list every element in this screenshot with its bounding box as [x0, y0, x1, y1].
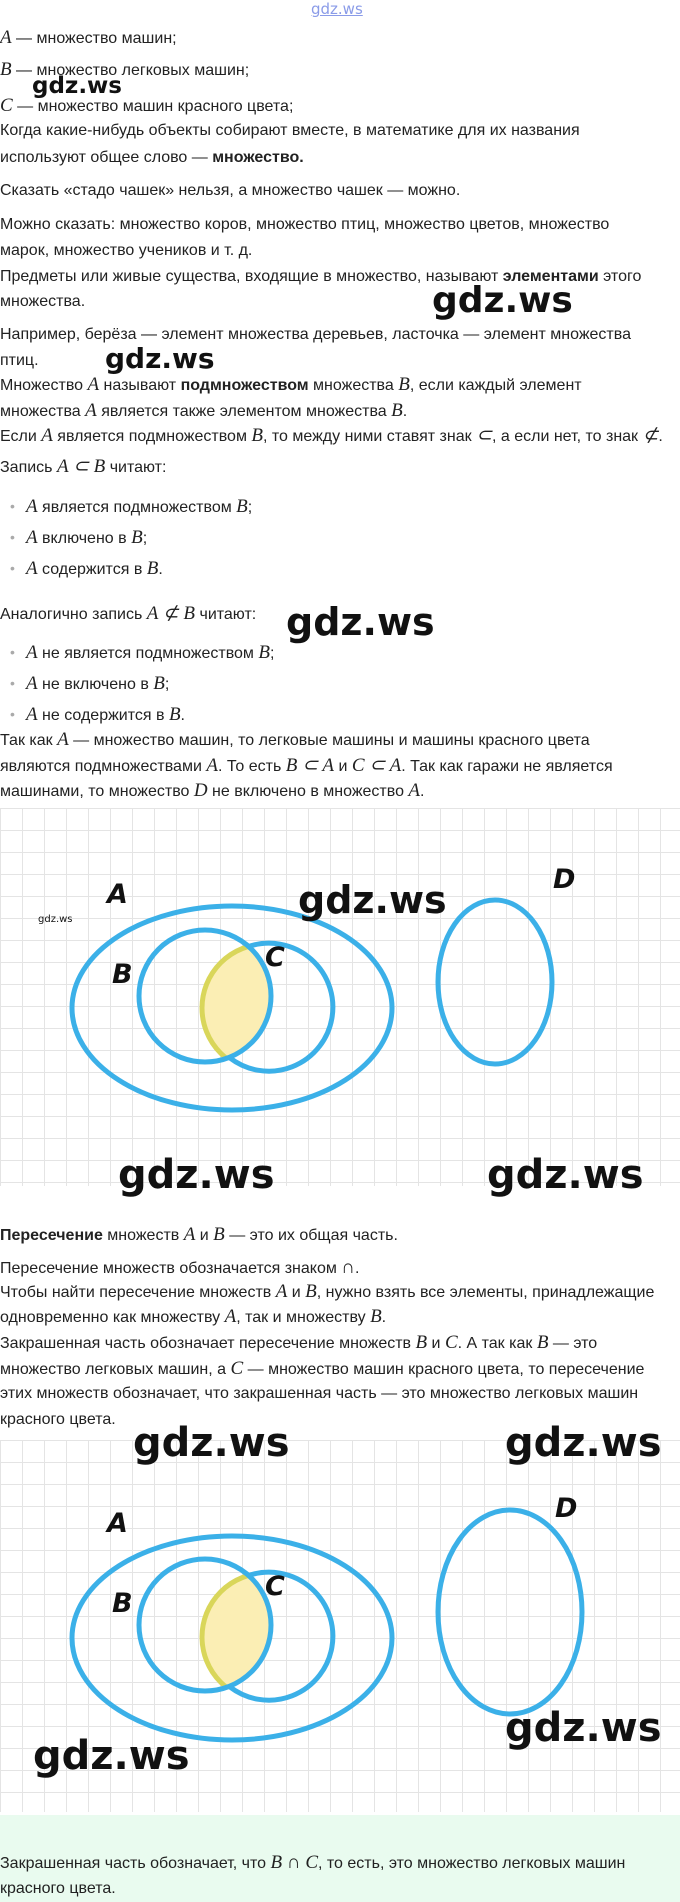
term-elements: элементами — [502, 268, 599, 285]
text: является подмножеством — [52, 428, 252, 445]
label-c: C — [265, 942, 285, 973]
text: и — [427, 1335, 445, 1352]
text: — множество легковых машин; — [11, 62, 250, 79]
venn-diagram-1-svg — [0, 808, 680, 1186]
text: Предметы или живые существа, входящие в множество, называют — [0, 268, 503, 285]
text: множества — [0, 403, 86, 420]
math-a: A — [0, 27, 12, 48]
math: A — [87, 374, 100, 395]
paragraph-line — [0, 423, 663, 449]
text: читают: — [105, 459, 167, 476]
set-d-ellipse — [438, 900, 552, 1064]
text: ; — [269, 645, 275, 662]
math: A — [26, 558, 38, 579]
label-a: A — [107, 879, 128, 910]
text: — множество машин красного цвета; — [12, 98, 294, 115]
text: и — [287, 1284, 306, 1301]
label-d: D — [555, 1493, 578, 1524]
math: A — [206, 755, 218, 776]
list-item — [0, 699, 274, 730]
text: Пересечение множеств обозначается знаком — [0, 1260, 342, 1277]
text: . — [658, 428, 663, 445]
label-c: C — [265, 1571, 285, 1602]
reading-list-negative — [0, 637, 274, 730]
text: Множество — [0, 377, 88, 394]
paragraph-line — [0, 398, 407, 424]
text: не является подмножеством — [37, 645, 259, 662]
math: B — [236, 496, 248, 517]
paragraph-line — [0, 1255, 359, 1281]
math: A ⊄ B — [146, 603, 196, 624]
text: содержится в — [37, 561, 147, 578]
math: D — [193, 780, 208, 801]
watermark: gdz.ws — [298, 878, 447, 922]
text: . — [180, 707, 185, 724]
paragraph-line: красного цвета. — [0, 1411, 116, 1428]
watermark: gdz.ws — [505, 1705, 662, 1751]
paragraph-line: этих множеств обозначает, что закрашенная часть — это множество легковых машин — [0, 1385, 639, 1402]
text: используют общее слово — — [0, 149, 213, 166]
text: этого — [598, 268, 642, 285]
paragraph-line — [0, 753, 613, 779]
text: Если — [0, 428, 42, 445]
math: A — [85, 400, 97, 421]
paragraph-line — [0, 1304, 386, 1330]
paragraph-line — [0, 1356, 644, 1382]
math: B — [213, 1224, 225, 1245]
text: — это их общая часть. — [224, 1227, 398, 1244]
text: читают: — [195, 606, 257, 623]
math: A — [26, 704, 38, 725]
text: . Так как гаражи не является — [401, 758, 613, 775]
math: A — [224, 1306, 237, 1327]
paragraph-line — [0, 1330, 597, 1356]
text: — множество машин, то легковые машины и машины красного цвета — [68, 732, 590, 749]
text: Запись — [0, 459, 57, 476]
watermark: gdz.ws — [118, 1152, 275, 1198]
math: B ⊂ A — [285, 755, 335, 776]
list-item — [0, 668, 274, 699]
text: . — [402, 403, 408, 420]
watermark: gdz.ws — [286, 600, 435, 644]
text: и — [334, 758, 352, 775]
text: , а если нет, то знак — [491, 428, 643, 445]
math: C — [444, 1332, 458, 1353]
list-item — [0, 491, 252, 522]
math-c: C — [0, 95, 13, 116]
text: , нужно взять все элементы, принадлежащие — [316, 1284, 655, 1301]
text: не включено в множество — [207, 783, 409, 800]
math: B — [391, 400, 403, 421]
term-intersection: Пересечение — [0, 1227, 103, 1244]
text: включено в — [37, 530, 132, 547]
watermark: gdz.ws — [487, 1152, 644, 1198]
text: и — [195, 1227, 214, 1244]
label-b: B — [112, 1588, 133, 1619]
math: C — [230, 1358, 244, 1379]
watermark: gdz.ws — [133, 1420, 290, 1466]
paragraph-line — [0, 1222, 398, 1248]
paragraph-line: Когда какие-нибудь объекты собирают вместе, в математике для их названия — [0, 122, 580, 139]
text: , если каждый элемент — [409, 377, 582, 394]
text: Аналогично запись — [0, 606, 147, 623]
paragraph-line — [0, 727, 590, 753]
label-b: B — [112, 959, 133, 990]
watermark: gdz.ws — [105, 342, 215, 375]
watermark-small: gdz.ws — [38, 914, 73, 925]
text: . — [158, 561, 163, 578]
text: множеств — [102, 1227, 184, 1244]
paragraph-line — [0, 601, 256, 627]
math: B — [415, 1332, 428, 1353]
set-d-ellipse — [438, 1510, 582, 1714]
math-b: B — [0, 59, 12, 80]
line-set-a — [0, 25, 177, 51]
math: B — [146, 558, 159, 579]
math: B — [153, 673, 165, 694]
math: A ⊂ B — [56, 456, 106, 477]
intersection-symbol: ∩ — [341, 1257, 356, 1278]
math: A — [26, 673, 38, 694]
text: является подмножеством — [37, 499, 237, 516]
text: . — [381, 1309, 387, 1326]
math: A — [26, 496, 38, 517]
math: B — [398, 374, 410, 395]
text: — множество машин красного цвета, то пересечение — [243, 1361, 645, 1378]
math: A — [275, 1281, 288, 1302]
text: Закрашенная часть обозначает, что — [0, 1855, 271, 1872]
text: . — [420, 783, 425, 800]
text: , то между ними ставят знак — [263, 428, 477, 445]
math: B — [536, 1332, 549, 1353]
text: ; — [164, 676, 170, 693]
math: A — [26, 527, 38, 548]
text: ; — [142, 530, 148, 547]
venn-diagram-1 — [0, 808, 680, 1186]
term-set: множество. — [212, 149, 304, 166]
paragraph-line — [0, 454, 166, 480]
not-subset-symbol: ⊄ — [642, 425, 659, 446]
math: B — [305, 1281, 317, 1302]
term-subset: подмножеством — [180, 377, 309, 394]
paragraph-line — [0, 778, 424, 804]
math: A — [57, 729, 69, 750]
math: A — [408, 780, 421, 801]
paragraph-line: Например, берёза — элемент множества деревьев, ласточка — элемент множества — [0, 326, 631, 343]
text: , то есть, это множество легковых машин — [318, 1855, 626, 1872]
math: B — [168, 704, 181, 725]
text: . То есть — [217, 758, 286, 775]
paragraph-line — [0, 372, 582, 398]
watermark: gdz.ws — [505, 1420, 662, 1466]
text: Чтобы найти пересечение множеств — [0, 1284, 276, 1301]
math: A — [26, 642, 38, 663]
math: B — [370, 1306, 382, 1327]
text: , так и множеству — [236, 1309, 371, 1326]
text: одновременно как множеству — [0, 1309, 225, 1326]
paragraph-line: Можно сказать: множество коров, множество птиц, множество цветов, множество — [0, 216, 610, 233]
paragraph-line: красного цвета. — [0, 1880, 116, 1897]
list-item — [0, 637, 274, 668]
text: не содержится в — [37, 707, 169, 724]
text: Так как — [0, 732, 58, 749]
math: B — [251, 425, 263, 446]
watermark: gdz.ws — [32, 73, 122, 99]
text: Закрашенная часть обозначает пересечение множеств — [0, 1335, 416, 1352]
text: ; — [247, 499, 253, 516]
text: машинами, то множество — [0, 783, 194, 800]
text: — это — [548, 1335, 598, 1352]
text: называют — [99, 377, 181, 394]
text: . — [355, 1260, 360, 1277]
paragraph-line — [0, 1279, 654, 1305]
paragraph-line — [0, 145, 304, 170]
text: не включено в — [37, 676, 154, 693]
top-watermark-link[interactable]: gdz.ws — [311, 0, 363, 18]
list-item — [0, 522, 252, 553]
paragraph-line: марок, множество учеников и т. д. — [0, 242, 253, 259]
list-item — [0, 553, 252, 584]
text: множество легковых машин, а — [0, 1361, 231, 1378]
text: — множество машин; — [11, 30, 177, 47]
math: C ⊂ A — [351, 755, 402, 776]
math: A — [183, 1224, 196, 1245]
math: B ∩ C — [270, 1852, 318, 1873]
math: A — [41, 425, 53, 446]
reading-list — [0, 491, 252, 584]
paragraph-line: множества. — [0, 293, 86, 310]
label-d: D — [553, 864, 576, 895]
paragraph-line: птиц. — [0, 352, 39, 369]
paragraph-line: Сказать «стадо чашек» нельзя, а множество чашек — можно. — [0, 182, 461, 199]
math: B — [131, 527, 143, 548]
text: . А так как — [457, 1335, 537, 1352]
watermark: gdz.ws — [33, 1733, 190, 1779]
subset-symbol: ⊂ — [476, 425, 492, 446]
paragraph-line — [0, 1850, 625, 1876]
text: является также элементом множества — [96, 403, 392, 420]
watermark: gdz.ws — [432, 280, 573, 321]
text: множества — [308, 377, 399, 394]
label-a: A — [107, 1508, 128, 1539]
text: являются подмножествами — [0, 758, 207, 775]
math: B — [258, 642, 270, 663]
